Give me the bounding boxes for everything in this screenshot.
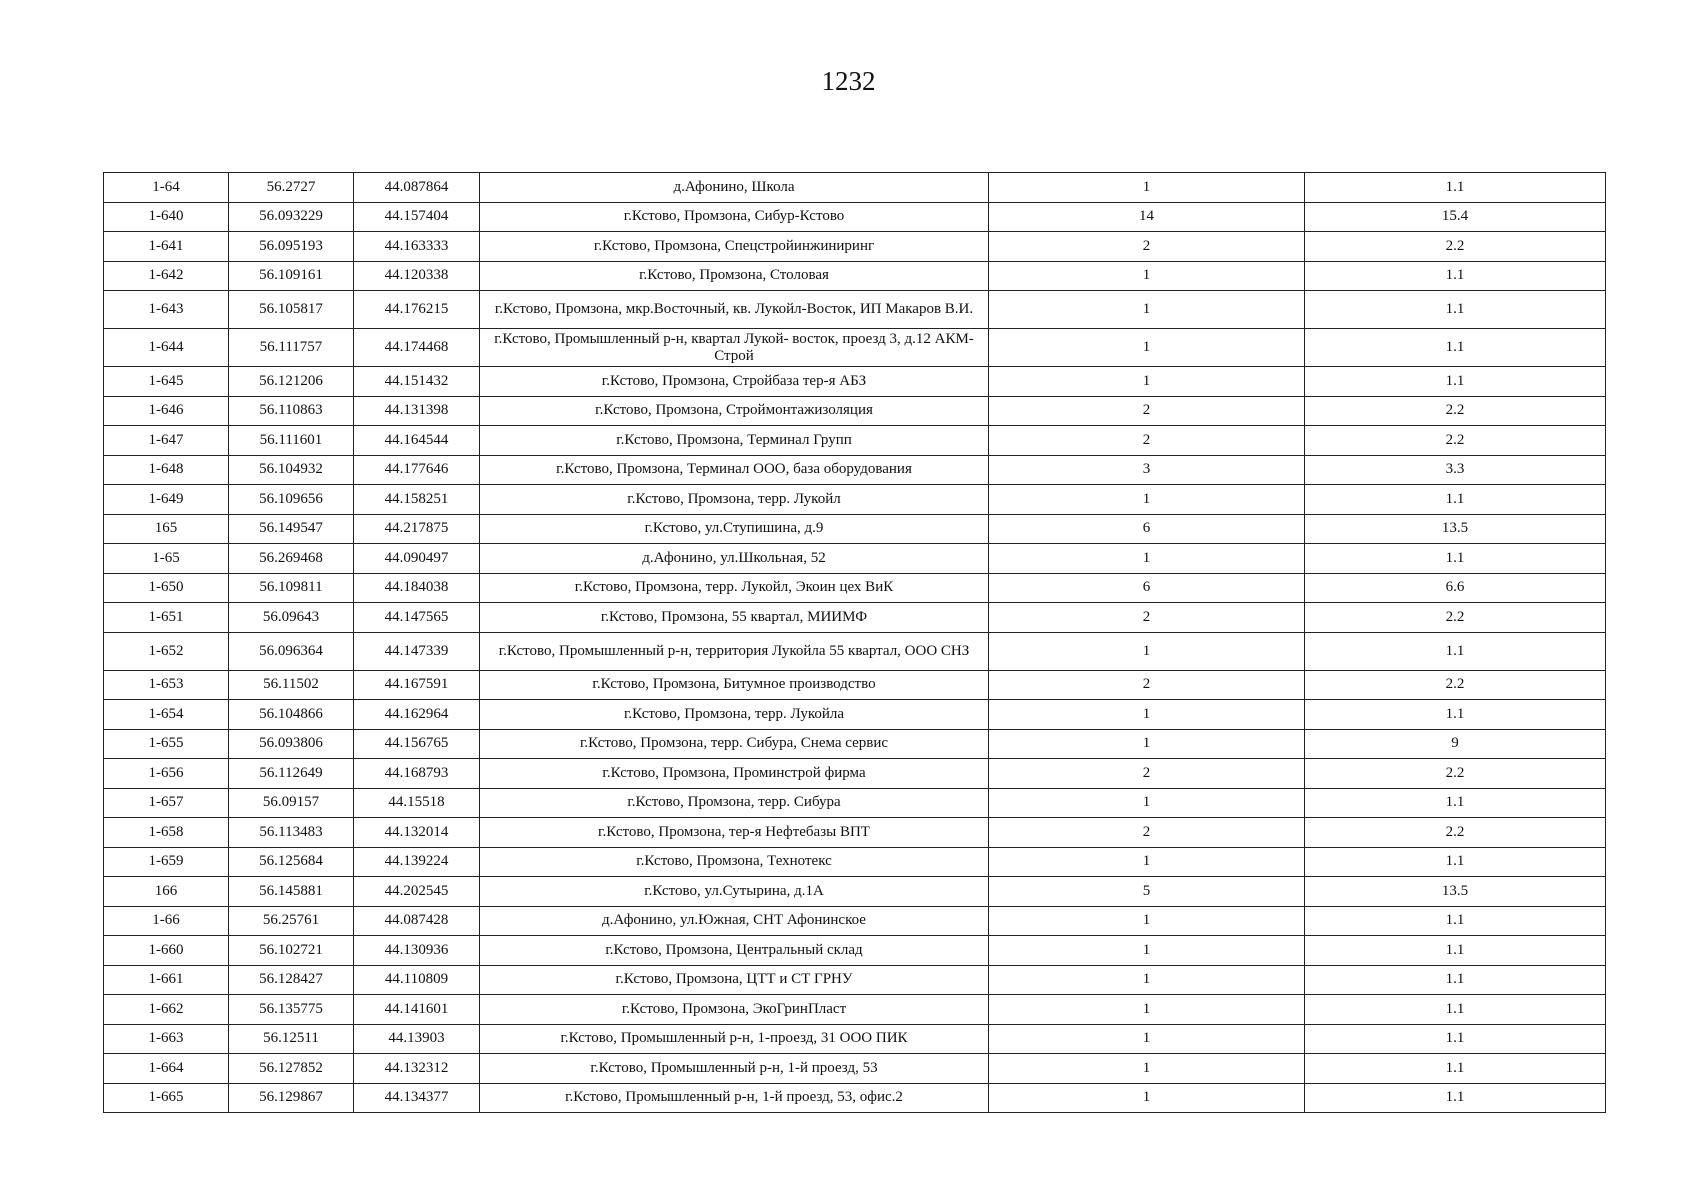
cell-longitude: 44.090497 xyxy=(354,544,480,574)
cell-longitude: 44.157404 xyxy=(354,202,480,232)
table-row xyxy=(104,455,1606,485)
cell-address: г.Кстово, Промзона, терр. Лукойл, Экоин цех ВиК xyxy=(480,573,989,603)
cell-value: 1.1 xyxy=(1305,847,1606,877)
cell-value: 1.1 xyxy=(1305,173,1606,203)
cell-count: 3 xyxy=(989,455,1305,485)
cell-latitude: 56.105817 xyxy=(229,291,354,329)
cell-address: г.Кстово, Промзона, Технотекс xyxy=(480,847,989,877)
cell-latitude: 56.127852 xyxy=(229,1054,354,1084)
cell-id: 1-663 xyxy=(104,1024,229,1054)
cell-count: 14 xyxy=(989,202,1305,232)
cell-count: 2 xyxy=(989,396,1305,426)
cell-latitude: 56.111757 xyxy=(229,329,354,367)
cell-id: 1-664 xyxy=(104,1054,229,1084)
cell-longitude: 44.13903 xyxy=(354,1024,480,1054)
cell-count: 2 xyxy=(989,232,1305,262)
cell-id: 1-66 xyxy=(104,906,229,936)
table-row xyxy=(104,877,1606,907)
cell-latitude: 56.093806 xyxy=(229,729,354,759)
cell-latitude: 56.269468 xyxy=(229,544,354,574)
cell-count: 1 xyxy=(989,995,1305,1025)
cell-id: 1-665 xyxy=(104,1083,229,1113)
table-row xyxy=(104,367,1606,397)
cell-value: 1.1 xyxy=(1305,291,1606,329)
cell-value: 1.1 xyxy=(1305,544,1606,574)
cell-id: 1-649 xyxy=(104,485,229,515)
cell-count: 1 xyxy=(989,847,1305,877)
table-row xyxy=(104,1024,1606,1054)
table-row xyxy=(104,514,1606,544)
cell-address: д.Афонино, ул.Школьная, 52 xyxy=(480,544,989,574)
cell-longitude: 44.110809 xyxy=(354,965,480,995)
cell-longitude: 44.164544 xyxy=(354,426,480,456)
cell-id: 1-660 xyxy=(104,936,229,966)
cell-latitude: 56.09157 xyxy=(229,788,354,818)
cell-address: г.Кстово, Промышленный р-н, 1-й проезд, 53 xyxy=(480,1054,989,1084)
cell-longitude: 44.132014 xyxy=(354,818,480,848)
cell-longitude: 44.151432 xyxy=(354,367,480,397)
cell-value: 1.1 xyxy=(1305,906,1606,936)
cell-count: 2 xyxy=(989,603,1305,633)
cell-value: 2.2 xyxy=(1305,232,1606,262)
table-body xyxy=(104,173,1606,1113)
cell-id: 1-658 xyxy=(104,818,229,848)
cell-address: г.Кстово, Промзона, Терминал Групп xyxy=(480,426,989,456)
cell-longitude: 44.087864 xyxy=(354,173,480,203)
cell-longitude: 44.147339 xyxy=(354,632,480,670)
cell-value: 13.5 xyxy=(1305,514,1606,544)
table-row xyxy=(104,426,1606,456)
cell-address: г.Кстово, Промзона, терр. Сибура, Снема сервис xyxy=(480,729,989,759)
cell-latitude: 56.109161 xyxy=(229,261,354,291)
cell-latitude: 56.129867 xyxy=(229,1083,354,1113)
cell-value: 2.2 xyxy=(1305,759,1606,789)
cell-value: 1.1 xyxy=(1305,329,1606,367)
cell-id: 1-661 xyxy=(104,965,229,995)
table-row xyxy=(104,603,1606,633)
cell-count: 1 xyxy=(989,544,1305,574)
cell-id: 1-655 xyxy=(104,729,229,759)
cell-address: г.Кстово, Промзона, Проминстрой фирма xyxy=(480,759,989,789)
cell-longitude: 44.120338 xyxy=(354,261,480,291)
cell-longitude: 44.176215 xyxy=(354,291,480,329)
cell-longitude: 44.087428 xyxy=(354,906,480,936)
cell-address: г.Кстово, Промышленный р-н, квартал Лукой- восток, проезд 3, д.12 АКМ-Строй xyxy=(480,329,989,367)
cell-count: 1 xyxy=(989,485,1305,515)
table-row xyxy=(104,261,1606,291)
cell-id: 1-651 xyxy=(104,603,229,633)
cell-longitude: 44.163333 xyxy=(354,232,480,262)
table-row xyxy=(104,936,1606,966)
cell-longitude: 44.168793 xyxy=(354,759,480,789)
cell-latitude: 56.149547 xyxy=(229,514,354,544)
cell-longitude: 44.156765 xyxy=(354,729,480,759)
table-row xyxy=(104,232,1606,262)
cell-value: 1.1 xyxy=(1305,936,1606,966)
cell-value: 1.1 xyxy=(1305,1024,1606,1054)
cell-latitude: 56.2727 xyxy=(229,173,354,203)
cell-latitude: 56.096364 xyxy=(229,632,354,670)
table-row xyxy=(104,544,1606,574)
data-table xyxy=(103,172,1606,1113)
cell-value: 1.1 xyxy=(1305,632,1606,670)
cell-count: 5 xyxy=(989,877,1305,907)
cell-value: 1.1 xyxy=(1305,485,1606,515)
cell-id: 1-643 xyxy=(104,291,229,329)
cell-address: г.Кстово, ул.Ступишина, д.9 xyxy=(480,514,989,544)
cell-count: 1 xyxy=(989,700,1305,730)
cell-latitude: 56.112649 xyxy=(229,759,354,789)
cell-count: 6 xyxy=(989,573,1305,603)
cell-value: 6.6 xyxy=(1305,573,1606,603)
table-row xyxy=(104,965,1606,995)
cell-longitude: 44.167591 xyxy=(354,670,480,700)
cell-count: 2 xyxy=(989,670,1305,700)
cell-value: 3.3 xyxy=(1305,455,1606,485)
cell-count: 2 xyxy=(989,759,1305,789)
cell-count: 1 xyxy=(989,173,1305,203)
cell-longitude: 44.134377 xyxy=(354,1083,480,1113)
cell-address: г.Кстово, Промзона, ЭкоГринПласт xyxy=(480,995,989,1025)
cell-address: г.Кстово, Промзона, терр. Лукойл xyxy=(480,485,989,515)
cell-latitude: 56.109656 xyxy=(229,485,354,515)
cell-value: 13.5 xyxy=(1305,877,1606,907)
cell-value: 1.1 xyxy=(1305,995,1606,1025)
cell-id: 1-659 xyxy=(104,847,229,877)
cell-count: 1 xyxy=(989,367,1305,397)
cell-address: г.Кстово, Промзона, Центральный склад xyxy=(480,936,989,966)
cell-latitude: 56.12511 xyxy=(229,1024,354,1054)
cell-id: 1-656 xyxy=(104,759,229,789)
cell-id: 1-662 xyxy=(104,995,229,1025)
table-row xyxy=(104,1054,1606,1084)
table-row xyxy=(104,173,1606,203)
cell-longitude: 44.184038 xyxy=(354,573,480,603)
page-number: 1232 xyxy=(821,66,876,96)
cell-latitude: 56.121206 xyxy=(229,367,354,397)
cell-id: 1-646 xyxy=(104,396,229,426)
cell-address: г.Кстово, Промзона, тер-я Нефтебазы ВПТ xyxy=(480,818,989,848)
cell-longitude: 44.174468 xyxy=(354,329,480,367)
table-row xyxy=(104,291,1606,329)
cell-longitude: 44.132312 xyxy=(354,1054,480,1084)
cell-longitude: 44.202545 xyxy=(354,877,480,907)
cell-id: 1-653 xyxy=(104,670,229,700)
cell-address: г.Кстово, Промышленный р-н, 1-проезд, 31 ООО ПИК xyxy=(480,1024,989,1054)
cell-count: 1 xyxy=(989,329,1305,367)
cell-address: г.Кстово, Промзона, Битумное производство xyxy=(480,670,989,700)
cell-count: 1 xyxy=(989,1054,1305,1084)
cell-address: г.Кстово, Промзона, Спецстройинжиниринг xyxy=(480,232,989,262)
cell-longitude: 44.15518 xyxy=(354,788,480,818)
cell-id: 1-641 xyxy=(104,232,229,262)
cell-address: г.Кстово, Промзона, Строймонтажизоляция xyxy=(480,396,989,426)
cell-value: 1.1 xyxy=(1305,1083,1606,1113)
table-row xyxy=(104,906,1606,936)
cell-id: 1-650 xyxy=(104,573,229,603)
cell-id: 1-640 xyxy=(104,202,229,232)
cell-value: 15.4 xyxy=(1305,202,1606,232)
cell-count: 1 xyxy=(989,729,1305,759)
cell-latitude: 56.25761 xyxy=(229,906,354,936)
table-row xyxy=(104,729,1606,759)
table-row xyxy=(104,759,1606,789)
cell-id: 1-644 xyxy=(104,329,229,367)
cell-longitude: 44.139224 xyxy=(354,847,480,877)
cell-value: 1.1 xyxy=(1305,261,1606,291)
cell-count: 1 xyxy=(989,936,1305,966)
table-row xyxy=(104,202,1606,232)
cell-value: 2.2 xyxy=(1305,396,1606,426)
cell-id: 165 xyxy=(104,514,229,544)
cell-value: 1.1 xyxy=(1305,367,1606,397)
cell-latitude: 56.145881 xyxy=(229,877,354,907)
cell-address: г.Кстово, Промзона, 55 квартал, МИИМФ xyxy=(480,603,989,633)
cell-count: 1 xyxy=(989,965,1305,995)
cell-latitude: 56.135775 xyxy=(229,995,354,1025)
cell-longitude: 44.177646 xyxy=(354,455,480,485)
cell-value: 1.1 xyxy=(1305,965,1606,995)
cell-id: 1-64 xyxy=(104,173,229,203)
cell-count: 1 xyxy=(989,788,1305,818)
cell-value: 1.1 xyxy=(1305,700,1606,730)
cell-latitude: 56.113483 xyxy=(229,818,354,848)
cell-longitude: 44.147565 xyxy=(354,603,480,633)
cell-value: 9 xyxy=(1305,729,1606,759)
cell-address: г.Кстово, Промышленный р-н, территория Лукойла 55 квартал, ООО СНЗ xyxy=(480,632,989,670)
cell-id: 1-645 xyxy=(104,367,229,397)
cell-count: 2 xyxy=(989,426,1305,456)
cell-value: 1.1 xyxy=(1305,788,1606,818)
cell-id: 1-65 xyxy=(104,544,229,574)
cell-address: г.Кстово, Промзона, Терминал ООО, база оборудования xyxy=(480,455,989,485)
cell-latitude: 56.111601 xyxy=(229,426,354,456)
cell-value: 2.2 xyxy=(1305,818,1606,848)
cell-latitude: 56.102721 xyxy=(229,936,354,966)
table-row xyxy=(104,396,1606,426)
cell-latitude: 56.095193 xyxy=(229,232,354,262)
cell-value: 2.2 xyxy=(1305,670,1606,700)
cell-value: 1.1 xyxy=(1305,1054,1606,1084)
cell-latitude: 56.104866 xyxy=(229,700,354,730)
table-row xyxy=(104,818,1606,848)
cell-latitude: 56.125684 xyxy=(229,847,354,877)
table-row xyxy=(104,847,1606,877)
cell-count: 1 xyxy=(989,906,1305,936)
cell-longitude: 44.217875 xyxy=(354,514,480,544)
table-row xyxy=(104,1083,1606,1113)
cell-longitude: 44.130936 xyxy=(354,936,480,966)
cell-id: 1-647 xyxy=(104,426,229,456)
cell-address: г.Кстово, Промзона, терр. Лукойла xyxy=(480,700,989,730)
table-row xyxy=(104,485,1606,515)
cell-id: 1-648 xyxy=(104,455,229,485)
cell-latitude: 56.128427 xyxy=(229,965,354,995)
cell-longitude: 44.131398 xyxy=(354,396,480,426)
cell-address: г.Кстово, Промзона, терр. Сибура xyxy=(480,788,989,818)
cell-address: г.Кстово, Промышленный р-н, 1-й проезд, 53, офис.2 xyxy=(480,1083,989,1113)
cell-count: 2 xyxy=(989,818,1305,848)
cell-count: 6 xyxy=(989,514,1305,544)
cell-id: 1-654 xyxy=(104,700,229,730)
cell-latitude: 56.09643 xyxy=(229,603,354,633)
cell-id: 1-642 xyxy=(104,261,229,291)
cell-value: 2.2 xyxy=(1305,426,1606,456)
table-row xyxy=(104,670,1606,700)
table-row xyxy=(104,632,1606,670)
cell-latitude: 56.109811 xyxy=(229,573,354,603)
cell-longitude: 44.158251 xyxy=(354,485,480,515)
cell-longitude: 44.162964 xyxy=(354,700,480,730)
cell-address: д.Афонино, Школа xyxy=(480,173,989,203)
cell-address: г.Кстово, Промзона, ЦТТ и СТ ГРНУ xyxy=(480,965,989,995)
cell-count: 1 xyxy=(989,1083,1305,1113)
table-row xyxy=(104,573,1606,603)
cell-address: г.Кстово, Промзона, мкр.Восточный, кв. Лукойл-Восток, ИП Макаров В.И. xyxy=(480,291,989,329)
cell-id: 166 xyxy=(104,877,229,907)
cell-count: 1 xyxy=(989,1024,1305,1054)
table-row xyxy=(104,329,1606,367)
cell-count: 1 xyxy=(989,291,1305,329)
cell-longitude: 44.141601 xyxy=(354,995,480,1025)
cell-value: 2.2 xyxy=(1305,603,1606,633)
cell-latitude: 56.104932 xyxy=(229,455,354,485)
table-row xyxy=(104,995,1606,1025)
cell-count: 1 xyxy=(989,632,1305,670)
cell-address: г.Кстово, Промзона, Столовая xyxy=(480,261,989,291)
cell-address: д.Афонино, ул.Южная, СНТ Афонинское xyxy=(480,906,989,936)
cell-latitude: 56.110863 xyxy=(229,396,354,426)
cell-address: г.Кстово, Промзона, Стройбаза тер-я АБЗ xyxy=(480,367,989,397)
table-row xyxy=(104,700,1606,730)
cell-count: 1 xyxy=(989,261,1305,291)
cell-id: 1-652 xyxy=(104,632,229,670)
table-row xyxy=(104,788,1606,818)
cell-latitude: 56.093229 xyxy=(229,202,354,232)
cell-id: 1-657 xyxy=(104,788,229,818)
cell-latitude: 56.11502 xyxy=(229,670,354,700)
cell-address: г.Кстово, ул.Сутырина, д.1А xyxy=(480,877,989,907)
cell-address: г.Кстово, Промзона, Сибур-Кстово xyxy=(480,202,989,232)
